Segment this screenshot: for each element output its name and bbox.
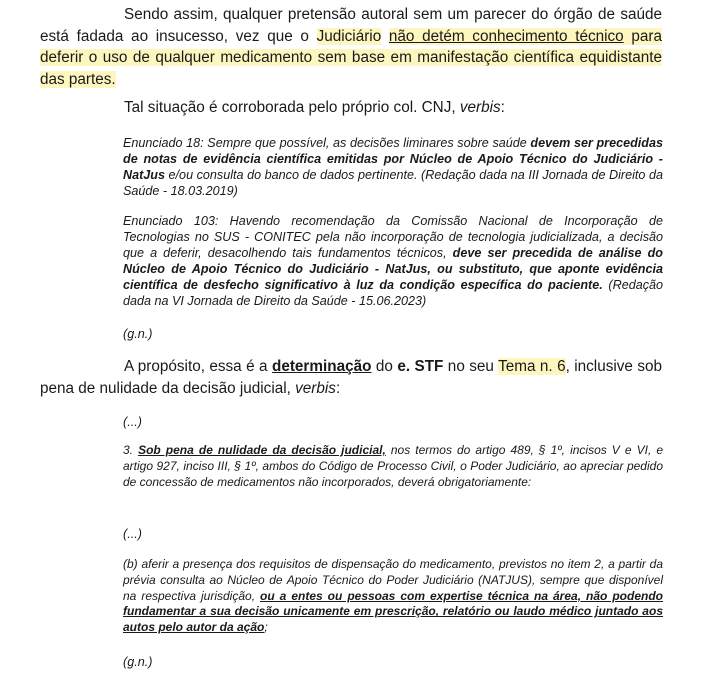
highlight-nao-detem: não detém conhecimento técnico (388, 27, 624, 45)
quote-item-b: (b) aferir a presença dos requisitos de dispensação do medicamento, previstos no item 2, a partir da prévia consulta ao Núcleo de Apoio Técnico do Poder Judiciário (NATJUS), sempre que disponível na respectiva jurisdição, ou a entes ou pessoas com expertise técnica na área, não podendo fundamentar a sua decisão unicamente em prescrição, relatório ou laudo médico juntado aos autos pelo autor da ação; (123, 557, 663, 635)
ellipsis-1: (...) (123, 415, 142, 429)
paragraph-stf: A propósito, essa é a determinação do e. STF no seu Tema n. 6, inclusive sob pena de nulidade da decisão judicial, verbis: (40, 358, 662, 397)
ellipsis-2: (...) (123, 527, 142, 541)
highlight-tema-6: Tema n. 6 (498, 358, 566, 375)
quote-item-3: 3. Sob pena de nulidade da decisão judicial, nos termos do artigo 489, § 1º, incisos V e VI, e artigo 927, inciso III, § 1º, ambos do Código de Processo Civil, o Poder Judiciário, ao apreciar pedido de concessão de medicamentos não incorporados, deverá obrigatoriamente: (123, 443, 664, 489)
highlight-judiciario: Judiciário (316, 27, 382, 45)
determinacao-text: determinação (271, 358, 372, 375)
paragraph-cnj: Tal situação é corroborada pelo próprio col. CNJ, verbis: (124, 99, 505, 116)
gn-note-2: (g.n.) (123, 655, 153, 669)
quote-enunciado-103: Enunciado 103: Havendo recomendação da Comissão Nacional de Incorporação de Tecnologias no SUS - CONITEC pela não incorporação de tecnologia judicializada, a decisão que a deferir, desacolhendo tais fundamentos técnicos, deve ser precedida de análise do Núcleo de Apoio Técnico do Judiciário - NatJus, ou substituto, que aponte evidência científica de desfecho significativo à luz da condição específica do paciente. (Redação dada na VI Jornada de Direito da Saúde - 15.06.2023) (123, 214, 664, 308)
quote-enunciado-18: Enunciado 18: Sempre que possível, as decisões liminares sobre saúde devem ser precedidas de notas de evidência científica emitidas por Núcleo de Apoio Técnico do Judiciário - NatJus e/ou consulta do banco de dados pertinente. (Redação dada na III Jornada de Direito da Saúde - 18.03.2019) (123, 136, 663, 198)
gn-note-1: (g.n.) (123, 327, 153, 341)
paragraph-insucesso: Sendo assim, qualquer pretensão autoral sem um parecer do órgão de saúde está fadada ao insucesso, vez que o Judiciário não detém conhecimento técnico para deferir o uso de qualquer medicamento sem base em manifestação científica equidistante das partes. (40, 6, 663, 88)
highlight-deferir: para deferir o uso de qualquer medicamento sem base em manifestação científica equidistante das partes. (40, 27, 663, 88)
